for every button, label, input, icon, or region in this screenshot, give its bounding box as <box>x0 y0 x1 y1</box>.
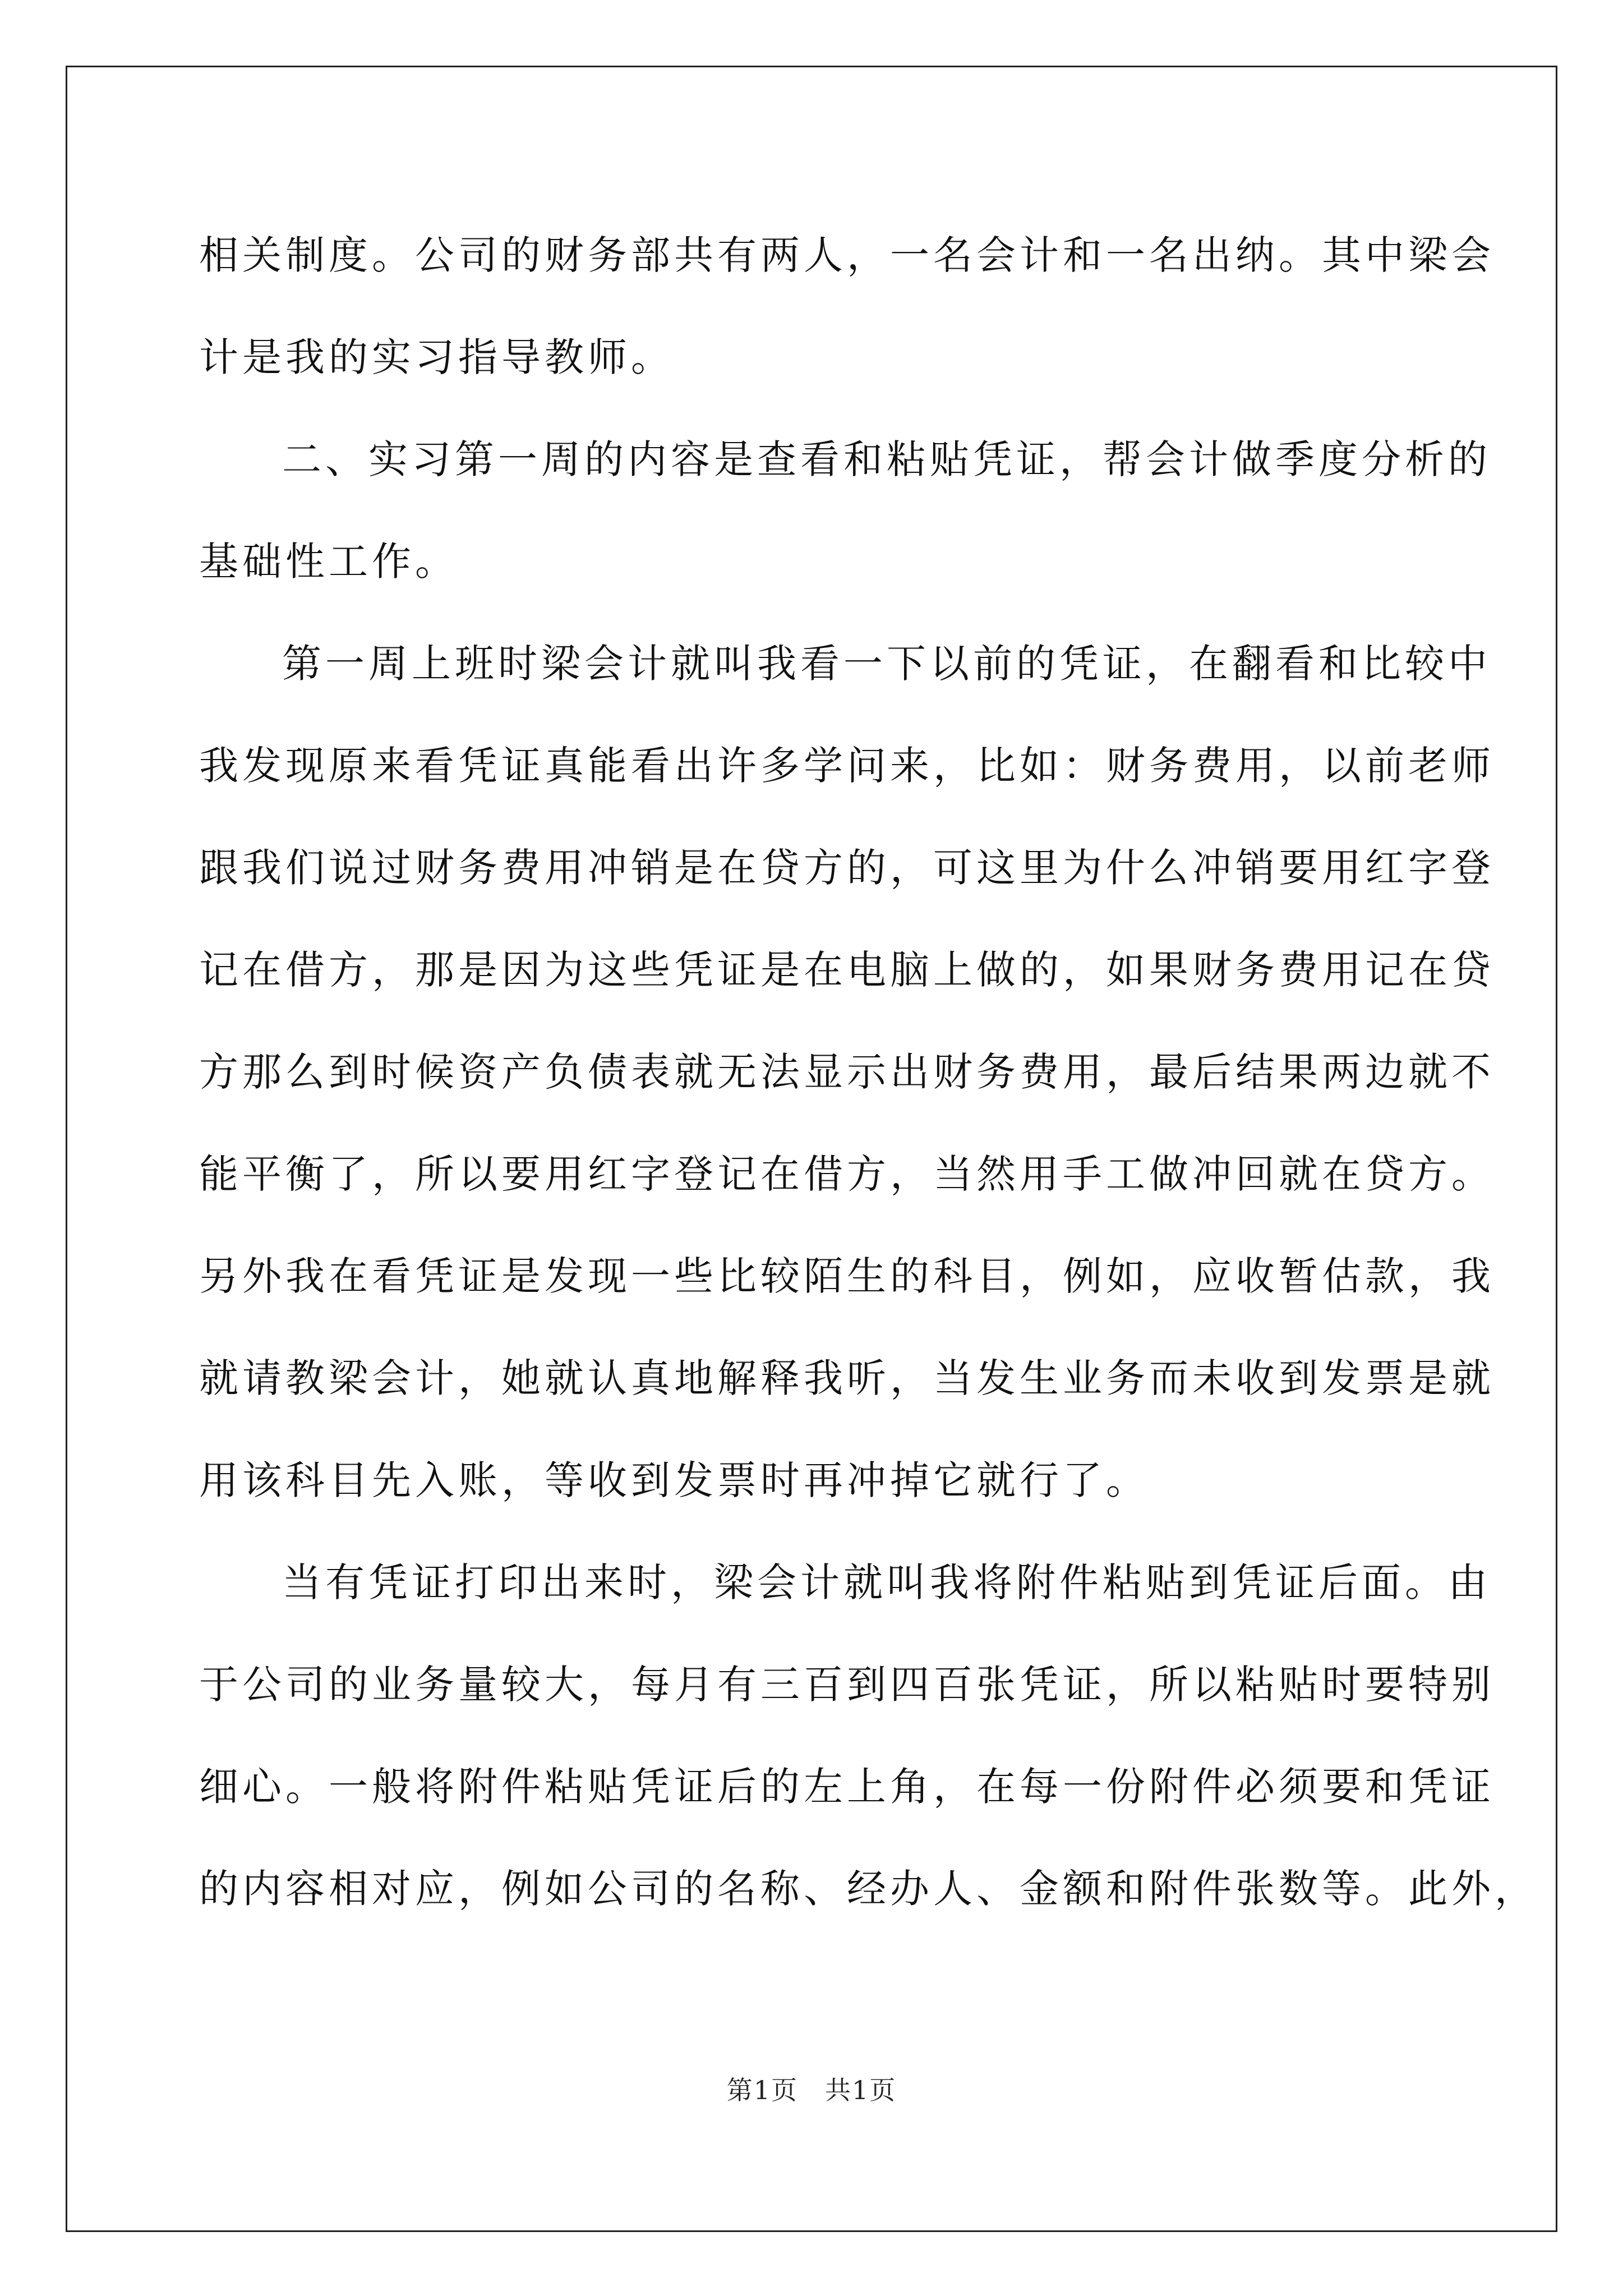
body-line: 的内容相对应，例如公司的名称、经办人、金额和附件张数等。此外， <box>199 1866 1538 1912</box>
body-line: 细心。一般将附件粘贴凭证后的左上角，在每一份附件必须要和凭证 <box>199 1764 1495 1810</box>
body-line: 于公司的业务量较大，每月有三百到四百张凭证，所以粘贴时要特别 <box>199 1662 1495 1708</box>
body-line: 基础性工作。 <box>199 539 458 585</box>
body-line: 另外我在看凭证是发现一些比较陌生的科目，例如，应收暂估款，我 <box>199 1253 1495 1299</box>
body-line: 当有凭证打印出来时，梁会计就叫我将附件粘贴到凭证后面。由 <box>282 1559 1491 1605</box>
body-line: 能平衡了，所以要用红字登记在借方，当然用手工做冲回就在贷方。 <box>199 1151 1495 1197</box>
body-line: 方那么到时候资产负债表就无法显示出财务费用，最后结果两边就不 <box>199 1049 1495 1095</box>
body-line: 我发现原来看凭证真能看出许多学问来，比如：财务费用，以前老师 <box>199 743 1495 789</box>
body-line: 记在借方，那是因为这些凭证是在电脑上做的，如果财务费用记在贷 <box>199 947 1495 993</box>
body-line: 跟我们说过财务费用冲销是在贷方的，可这里为什么冲销要用红字登 <box>199 845 1495 891</box>
document-body <box>199 210 1538 1946</box>
body-line: 相关制度。公司的财务部共有两人，一名会计和一名出纳。其中梁会 <box>199 232 1495 278</box>
body-line: 用该科目先入账，等收到发票时再冲掉它就行了。 <box>199 1457 1149 1503</box>
page-number: 第1页 共1页 <box>726 2075 897 2105</box>
body-line: 计是我的实习指导教师。 <box>199 334 674 380</box>
body-line: 二、实习第一周的内容是查看和粘贴凭证，帮会计做季度分析的 <box>282 436 1491 482</box>
body-line: 第一周上班时梁会计就叫我看一下以前的凭证，在翻看和比较中 <box>282 641 1491 687</box>
body-line: 就请教梁会计，她就认真地解释我听，当发生业务而未收到发票是就 <box>199 1355 1495 1401</box>
